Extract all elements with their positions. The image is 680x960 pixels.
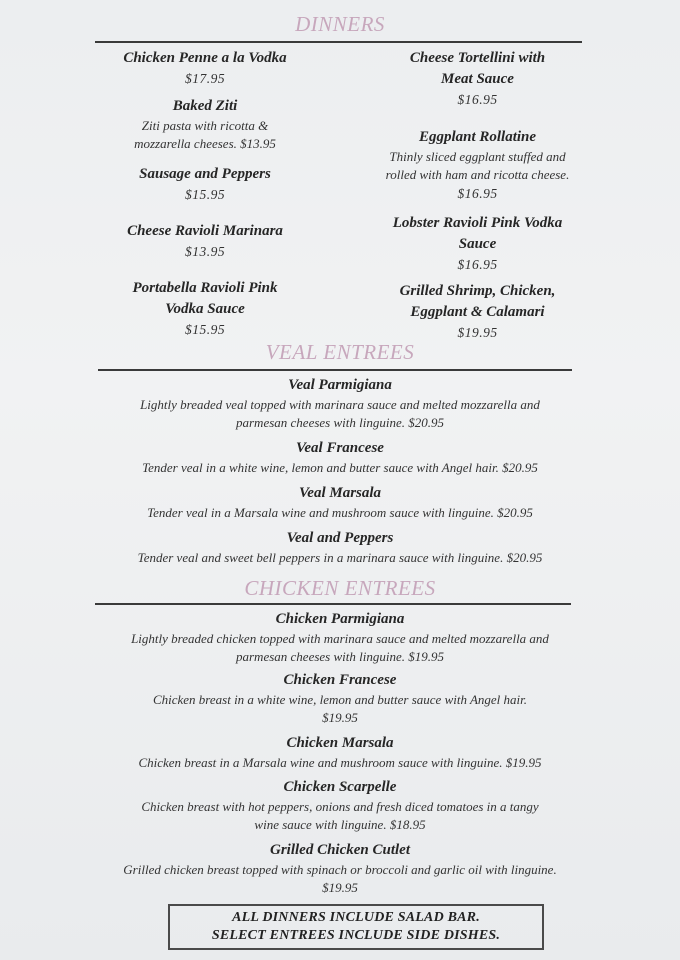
item-name: Cheese Ravioli Marinara bbox=[127, 223, 283, 239]
item-description: rolled with ham and ricotta cheese. bbox=[385, 167, 570, 182]
item-name: Sauce bbox=[458, 236, 497, 252]
menu-item-grilled-shrimp bbox=[355, 281, 600, 342]
menu-item-chicken-penne bbox=[95, 48, 315, 88]
menu-item-chicken-scarpelle bbox=[95, 777, 585, 834]
item-name: Veal Marsala bbox=[298, 485, 382, 501]
notice-line: SELECT ENTREES INCLUDE SIDE DISHES. bbox=[211, 928, 501, 943]
item-name: Meat Sauce bbox=[441, 71, 514, 87]
menu-item-veal-marsala bbox=[95, 483, 585, 522]
item-name: Grilled Shrimp, Chicken, bbox=[399, 283, 556, 299]
item-name: Chicken Francese bbox=[283, 672, 397, 688]
item-name: Sausage and Peppers bbox=[139, 166, 271, 182]
section-title-chicken: CHICKEN ENTREES bbox=[244, 576, 436, 600]
item-name: Chicken Penne a la Vodka bbox=[123, 50, 287, 66]
item-price: $15.95 bbox=[184, 187, 226, 202]
section-divider bbox=[95, 603, 571, 605]
item-price: $16.95 bbox=[457, 186, 498, 201]
item-description: mozzarella cheeses. $13.95 bbox=[134, 136, 276, 151]
menu-item-cheese-ravioli bbox=[95, 221, 315, 261]
item-description: Grilled chicken breast topped with spinach or broccoli and garlic oil with linguine. bbox=[123, 862, 557, 877]
item-price: $13.95 bbox=[184, 244, 226, 259]
item-name: Chicken Scarpelle bbox=[283, 779, 397, 795]
notice-box bbox=[168, 904, 544, 950]
item-description: Chicken breast with hot peppers, onions and fresh diced tomatoes in a tangy bbox=[141, 799, 539, 814]
menu-item-eggplant-rollatine bbox=[355, 127, 600, 203]
item-description: Chicken breast in a white wine, lemon and butter sauce with Angel hair. bbox=[152, 692, 528, 707]
item-description: Thinly sliced eggplant stuffed and bbox=[389, 149, 566, 164]
item-description: Tender veal and sweet bell peppers in a marinara sauce with linguine. $20.95 bbox=[137, 550, 543, 565]
item-name: Eggplant Rollatine bbox=[418, 129, 537, 145]
item-name: Grilled Chicken Cutlet bbox=[269, 842, 410, 858]
menu-item-grilled-chicken-cutlet bbox=[95, 840, 585, 897]
menu-item-chicken-parmigiana bbox=[95, 609, 585, 666]
item-price: $17.95 bbox=[184, 71, 226, 86]
item-name: Chicken Marsala bbox=[286, 735, 394, 751]
item-description: parmesan cheeses with linguine. $20.95 bbox=[236, 415, 444, 430]
item-description: $19.95 bbox=[322, 710, 358, 725]
item-name: Cheese Tortellini with bbox=[409, 50, 546, 66]
section-divider bbox=[98, 369, 572, 371]
section-title-veal: VEAL ENTREES bbox=[265, 340, 415, 364]
menu-item-chicken-marsala bbox=[95, 733, 585, 772]
item-name: Eggplant & Calamari bbox=[410, 304, 545, 320]
item-description: Tender veal in a white wine, lemon and butter sauce with Angel hair. $20.95 bbox=[142, 460, 538, 475]
menu-item-portabella-ravioli bbox=[95, 278, 315, 339]
notice-line: ALL DINNERS INCLUDE SALAD BAR. bbox=[232, 910, 480, 925]
menu-item-sausage-peppers bbox=[95, 164, 315, 204]
item-name: Portabella Ravioli Pink bbox=[132, 280, 278, 296]
item-description: Chicken breast in a Marsala wine and mushroom sauce with linguine. $19.95 bbox=[138, 755, 542, 770]
menu-item-veal-peppers bbox=[95, 528, 585, 567]
item-name: Veal and Peppers bbox=[286, 530, 394, 546]
menu-item-lobster-ravioli bbox=[355, 213, 600, 274]
item-name: Lobster Ravioli Pink Vodka bbox=[392, 215, 563, 231]
item-name: Chicken Parmigiana bbox=[275, 611, 405, 627]
section-divider bbox=[95, 41, 582, 43]
item-description: Lightly breaded veal topped with marinara sauce and melted mozzarella and bbox=[140, 397, 540, 412]
item-description: Lightly breaded chicken topped with marinara sauce and melted mozzarella and bbox=[131, 631, 549, 646]
item-price: $19.95 bbox=[457, 325, 498, 340]
item-description: Ziti pasta with ricotta & bbox=[141, 118, 269, 133]
menu-item-veal-francese bbox=[95, 438, 585, 477]
menu-item-veal-parmigiana bbox=[95, 375, 585, 432]
item-description: parmesan cheeses with linguine. $19.95 bbox=[236, 649, 444, 664]
item-name: Veal Francese bbox=[296, 440, 384, 456]
item-description: Tender veal in a Marsala wine and mushroom sauce with linguine. $20.95 bbox=[147, 505, 533, 520]
item-description: $19.95 bbox=[322, 880, 358, 895]
menu-item-cheese-tortellini bbox=[355, 48, 600, 109]
item-price: $16.95 bbox=[457, 257, 498, 272]
item-price: $16.95 bbox=[457, 92, 498, 107]
item-description: wine sauce with linguine. $18.95 bbox=[254, 817, 426, 832]
item-name: Baked Ziti bbox=[172, 98, 238, 114]
menu-item-baked-ziti bbox=[95, 96, 315, 153]
section-title-dinners: DINNERS bbox=[295, 12, 385, 36]
item-name: Veal Parmigiana bbox=[288, 377, 392, 393]
item-price: $15.95 bbox=[184, 322, 226, 337]
menu-item-chicken-francese bbox=[95, 670, 585, 727]
item-name: Vodka Sauce bbox=[165, 301, 245, 317]
